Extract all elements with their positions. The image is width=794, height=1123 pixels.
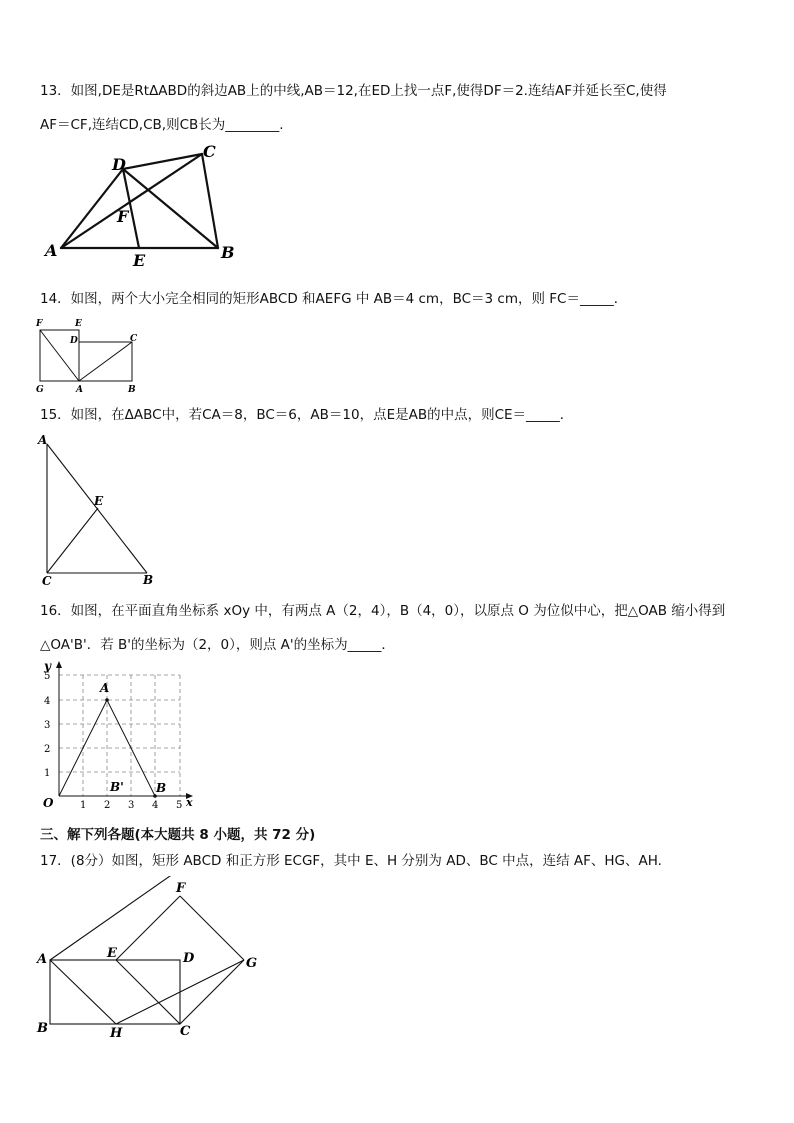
q17-label-F: F — [176, 881, 186, 896]
q16-label-Bprime: B' — [110, 780, 124, 794]
q16-label-y: y — [44, 660, 51, 673]
q16-label-O: O — [43, 796, 54, 810]
q16-ytick-1: 1 — [44, 768, 51, 779]
q16-text-line1: 16．如图，在平面直角坐标系 xOy 中，有两点 A（2，4），B（4，0），以原点 O 为位似中心，把△OAB 缩小得到 — [40, 603, 726, 619]
q13-label-D: D — [112, 155, 126, 174]
q13-label-C: C — [203, 142, 216, 161]
q17-label-H: H — [110, 1026, 123, 1041]
q16-label-B: B — [156, 781, 167, 795]
q17-label-E: E — [107, 946, 117, 961]
q14-label-A: A — [76, 385, 83, 395]
q13-label-E: E — [133, 251, 146, 270]
q16-label-x: x — [186, 796, 193, 809]
q15-label-E: E — [94, 494, 104, 508]
q16-label-A: A — [100, 681, 110, 695]
q17-figure — [34, 876, 266, 1042]
q14-label-E: E — [75, 319, 82, 329]
q17-label-D: D — [183, 951, 195, 966]
q17-label-C: C — [180, 1024, 191, 1039]
q16-xtick-4: 4 — [152, 800, 159, 810]
q15-text: 15．如图，在ΔABC中，若CA＝8，BC＝6，AB＝10，点E是AB的中点，则CE＝_____． — [40, 407, 574, 423]
q14-label-B: B — [128, 385, 136, 395]
q16-ytick-5: 5 — [44, 671, 51, 682]
q16-figure — [32, 660, 202, 810]
q15-label-B: B — [143, 573, 154, 587]
q15-label-C: C — [42, 574, 52, 588]
q14-label-C: C — [130, 334, 138, 344]
q14-label-F: F — [36, 319, 43, 329]
q13-text-line1: 13．如图,DE是RtΔABD的斜边AB上的中线,AB＝12,在ED上找一点F,使得DF＝2.连结AF并延长至C,使得 — [40, 83, 667, 99]
q17-label-A: A — [37, 952, 48, 967]
y-axis-arrow-icon — [56, 661, 62, 668]
q13-label-A: A — [45, 241, 58, 260]
q16-ytick-2: 2 — [44, 744, 51, 755]
q16-xtick-5: 5 — [176, 800, 183, 810]
q13-label-B: B — [221, 243, 235, 262]
q17-label-G: G — [246, 956, 258, 971]
q17-label-B: B — [37, 1021, 48, 1036]
q16-ytick-4: 4 — [44, 696, 51, 707]
q13-figure — [40, 140, 250, 270]
q14-label-G: G — [36, 385, 44, 395]
q14-text: 14．如图，两个大小完全相同的矩形ABCD 和AEFG 中 AB＝4 cm，BC＝3 cm，则 FC＝_____． — [40, 291, 628, 307]
q13-text-line2: AF＝CF,连结CD,CB,则CB长为________. — [40, 117, 284, 133]
q17-text: 17．(8分）如图，矩形 ABCD 和正方形 ECGF，其中 E、H 分别为 AD、BC 中点，连结 AF、HG、AH. — [40, 853, 662, 869]
q16-xtick-1: 1 — [80, 800, 87, 810]
q16-ytick-3: 3 — [44, 720, 51, 731]
q14-label-D: D — [70, 336, 78, 346]
q15-figure — [36, 432, 166, 590]
q15-label-A: A — [38, 433, 48, 447]
section-3-heading: 三、解下列各题(本大题共 8 小题，共 72 分) — [40, 827, 316, 843]
q14-figure — [34, 316, 144, 398]
q16-text-line2: △OA'B'．若 B'的坐标为（2，0），则点 A'的坐标为_____． — [40, 637, 395, 653]
q13-label-F: F — [117, 207, 129, 226]
q16-xtick-2: 2 — [104, 800, 111, 810]
q16-xtick-3: 3 — [128, 800, 135, 810]
